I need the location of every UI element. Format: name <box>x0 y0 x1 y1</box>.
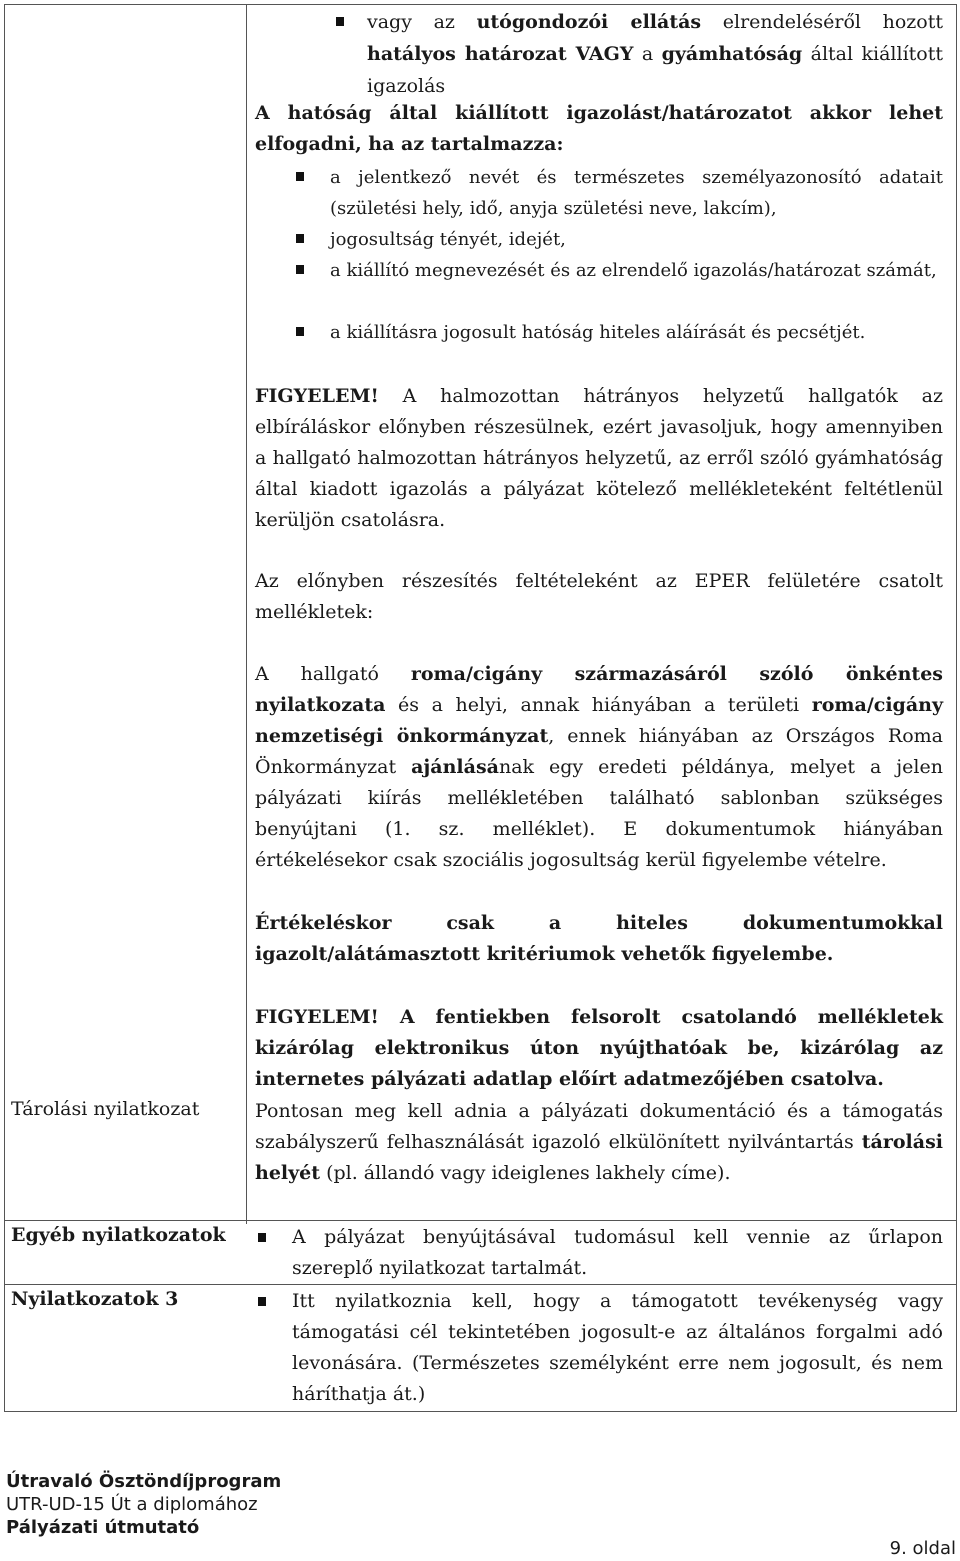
column-divider <box>246 5 247 1224</box>
footer-code: UTR-UD-15 Út a diplomához <box>6 1494 258 1515</box>
row-label-other-declarations: Egyéb nyilatkozatok <box>11 1224 226 1246</box>
square-bullet-icon <box>296 234 304 243</box>
condition-heading: A hatóság által kiállított igazolást/határozatot akkor lehet elfogadni, ha az tartalmazza: <box>255 102 943 155</box>
row-label-declarations-3: Nyilatkozatok 3 <box>11 1288 179 1310</box>
row-divider <box>5 1220 956 1221</box>
square-bullet-icon <box>336 17 344 26</box>
condition-item: a kiállításra jogosult hatóság hiteles aláírását és pecsétjét. <box>330 322 866 343</box>
page-number: 9. oldal <box>889 1538 956 1559</box>
condition-item: a jelentkező nevét és természetes személyazonosító adatait (születési hely, idő, anyja születési neve, lakcím), <box>330 167 943 219</box>
row-label-storage: Tárolási nyilatkozat <box>11 1098 200 1120</box>
bullet-text-aftercare: vagy az utógondozói ellátás elrendeléséről hozott hatályos határozat VAGY a gyámhatóság által kiállított igazolás <box>367 11 944 97</box>
footer-guide: Pályázati útmutató <box>6 1517 200 1538</box>
square-bullet-icon <box>296 265 304 274</box>
declarations-3-text: Itt nyilatkoznia kell, hogy a támogatott tevékenység vagy támogatási cél tekintetében jogosult-e az általános forgalmi adó levonására. (Természetes személyként erre nem jogosult, és nem háríthatja át.) <box>292 1290 943 1405</box>
warning-paragraph: FIGYELEM! A halmozottan hátrányos helyzetű hallgatók az elbíráláskor előnyben részesülnek, ezért javasoljuk, hogy amennyiben a hallgató halmozottan hátrányos helyzetű, az erről szóló gyámhatóság által kiadott igazolás a pályázat kötelező mellékleteként feltétlenül kerüljön csatolásra. <box>255 385 943 531</box>
square-bullet-icon <box>296 327 304 336</box>
roma-declaration-paragraph: A hallgató roma/cigány származásáról szóló önkéntes nyilatkozata és a helyi, annak hiányában a területi roma/cigány nemzetiségi önkormányzat, ennek hiányában az Országos Roma Önkormányzat ajánlásának egy eredeti példánya, melyet a jelen pályázati kiírás mellékletében található sablonban szükséges benyújtani (1. sz. melléklet). E dokumentumok hiányában értékelésekor csak szociális jogosultság kerül figyelembe vételre. <box>255 663 943 871</box>
condition-item: jogosultság tényét, idejét, <box>330 229 566 250</box>
square-bullet-icon <box>258 1297 266 1306</box>
square-bullet-icon <box>258 1233 266 1242</box>
footer-program: Útravaló Ösztöndíjprogram <box>6 1471 282 1492</box>
storage-declaration-text: Pontosan meg kell adnia a pályázati dokumentáció és a támogatás szabályszerű felhasználását igazoló elkülönített nyilvántartás tárolási helyét (pl. állandó vagy ideiglenes lakhely címe). <box>255 1100 943 1184</box>
electronic-submission-warning: FIGYELEM! A fentiekben felsorolt csatolandó mellékletek kizárólag elektronikus úton nyújthatóak be, kizárólag az internetes pályázati adatlap előírt adatmezőjében csatolva. <box>255 1006 943 1090</box>
row-divider <box>5 1284 956 1285</box>
square-bullet-icon <box>296 172 304 181</box>
attachments-intro: Az előnyben részesítés feltételeként az EPER felületére csatolt mellékletek: <box>255 570 943 623</box>
condition-item: a kiállító megnevezését és az elrendelő igazolás/határozat számát, <box>330 260 937 281</box>
evaluation-note: Értékeléskor csak a hiteles dokumentumokkal igazolt/alátámasztott kritériumok vehetők figyelembe. <box>255 912 943 965</box>
other-declarations-text: A pályázat benyújtásával tudomásul kell vennie az űrlapon szereplő nyilatkozat tartalmát. <box>292 1226 943 1279</box>
